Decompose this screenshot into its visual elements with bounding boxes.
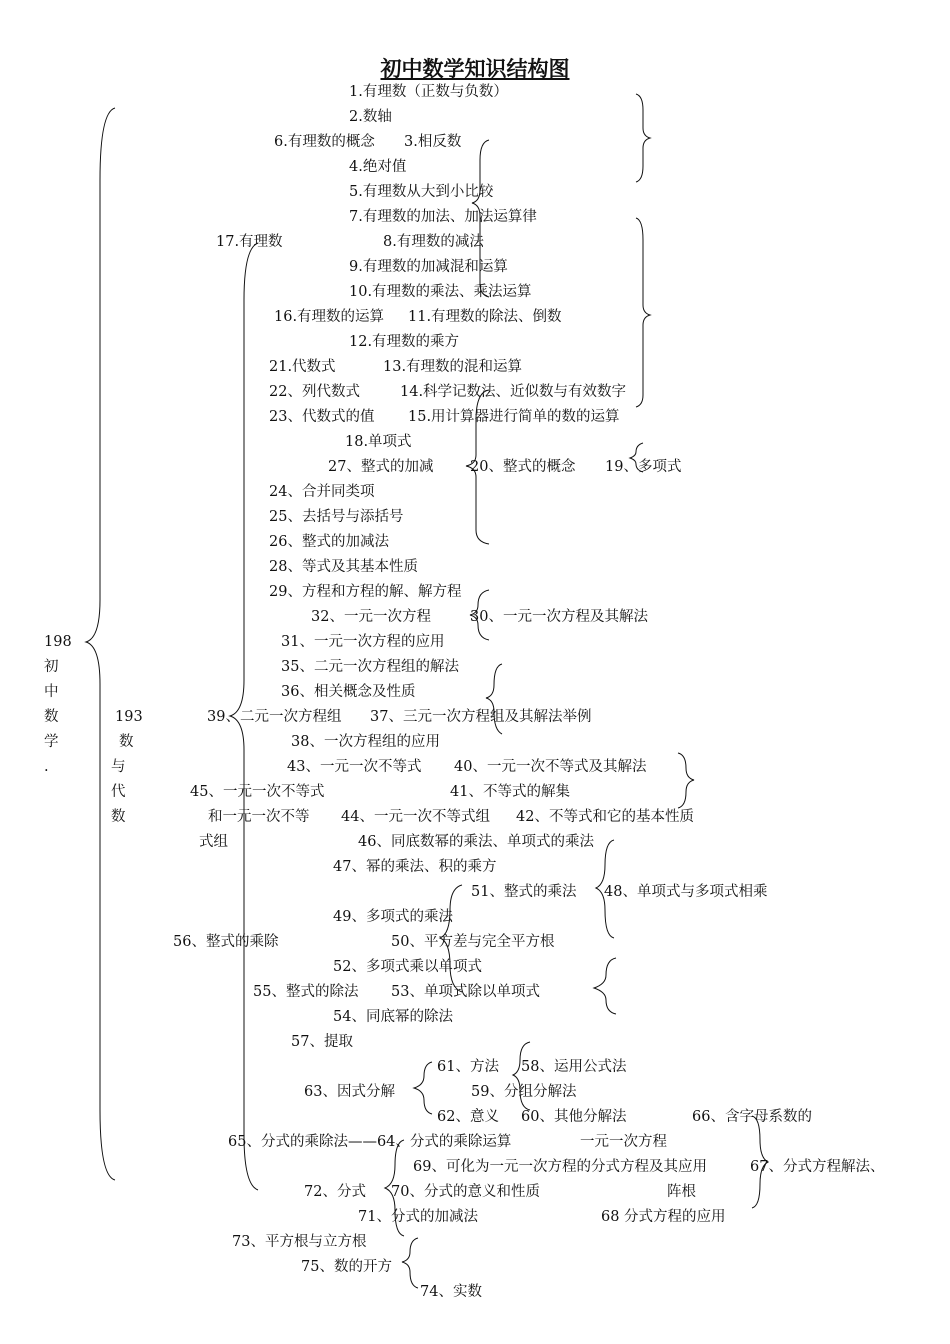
inequality-brace (678, 753, 694, 808)
text-line: 44、一元一次不等式组 (341, 809, 490, 825)
text-line: 30、一元一次方程及其解法 (470, 609, 648, 625)
text-line: 46、同底数幂的乘法、单项式的乘法 (358, 834, 594, 850)
text-line: 57、提取 (291, 1034, 353, 1050)
text-line: 一元一次方程 (580, 1134, 667, 1150)
text-line: 26、整式的加减法 (269, 534, 389, 550)
text-line: 40、一元一次不等式及其解法 (454, 759, 647, 775)
text-line: 24、合并同类项 (269, 484, 375, 500)
vertical-label-inner: 数 (119, 734, 134, 750)
text-line: 42、不等式和它的基本性质 (516, 809, 694, 825)
text-line: 66、含字母系数的 (692, 1109, 812, 1125)
factor-brace (414, 1062, 432, 1114)
text-line: 32、一元一次方程 (311, 609, 431, 625)
text-line: 27、整式的加减 (328, 459, 434, 475)
text-line: 11.有理数的除法、倒数 (408, 309, 562, 325)
text-line: 6.有理数的概念 (274, 134, 375, 150)
text-line: 63、因式分解 (304, 1084, 395, 1100)
text-line: 73、平方根与立方根 (232, 1234, 367, 1250)
text-line: 48、单项式与多项式相乘 (604, 884, 768, 900)
text-line: 3.相反数 (404, 134, 462, 150)
vertical-label-left: 中 (44, 684, 59, 700)
vertical-label-inner: 数 (111, 809, 126, 825)
text-line: 61、方法 (437, 1059, 499, 1075)
text-line: 7.有理数的加法、加法运算律 (349, 209, 537, 225)
text-line: 59、分组分解法 (471, 1084, 577, 1100)
text-line: 41、不等式的解集 (450, 784, 570, 800)
text-line: 54、同底幂的除法 (333, 1009, 453, 1025)
text-line: 29、方程和方程的解、解方程 (269, 584, 462, 600)
text-line: 69、可化为一元一次方程的分式方程及其应用 (413, 1159, 707, 1175)
text-line: 74、实数 (420, 1284, 482, 1300)
text-line: 17.有理数 (216, 234, 283, 250)
vertical-label-inner: 与 (111, 759, 126, 775)
text-line: 9.有理数的加减混和运算 (349, 259, 508, 275)
vertical-label-left: 198 (44, 634, 72, 650)
text-line: 16.有理数的运算 (274, 309, 385, 325)
text-line: 68 分式方程的应用 (601, 1209, 726, 1225)
text-line: 50、平方差与完全平方根 (391, 934, 555, 950)
text-line: 25、去括号与添括号 (269, 509, 404, 525)
vertical-label-inner: 193 (115, 709, 143, 725)
text-line: 47、幂的乘法、积的乘方 (333, 859, 497, 875)
division-brace (594, 958, 616, 1014)
vertical-label-left: . (44, 759, 49, 775)
outer-brace (86, 108, 115, 1180)
text-line: 5.有理数从大到小比较 (349, 184, 494, 200)
text-line: 31、一元一次方程的应用 (281, 634, 445, 650)
text-line: 22、列代数式 (269, 384, 360, 400)
vertical-label-inner: 代 (111, 784, 126, 800)
text-line: 75、数的开方 (301, 1259, 392, 1275)
text-line: 38、一次方程组的应用 (291, 734, 440, 750)
text-line: 56、整式的乘除 (173, 934, 279, 950)
text-line: 23、代数式的值 (269, 409, 375, 425)
text-line: 12.有理数的乘方 (349, 334, 460, 350)
right-brace-ops (636, 218, 650, 407)
text-line: 14.科学记数法、近似数与有效数字 (400, 384, 627, 400)
text-line: 阵根 (667, 1184, 696, 1200)
text-line: 4.绝对值 (349, 159, 407, 175)
page-title: 初中数学知识结构图 (380, 56, 570, 81)
vertical-label-left: 学 (44, 734, 59, 750)
text-line: 式组 (199, 834, 228, 850)
vertical-label-left: 数 (44, 709, 59, 725)
text-line: 71、分式的加减法 (358, 1209, 478, 1225)
text-line: 45、一元一次不等式 (190, 784, 325, 800)
text-line: 10.有理数的乘法、乘法运算 (349, 284, 532, 300)
text-line: 35、二元一次方程组的解法 (281, 659, 459, 675)
text-line: 13.有理数的混和运算 (383, 359, 523, 375)
right-brace-top (636, 94, 650, 182)
vertical-label-left: 初 (44, 659, 59, 675)
text-line: 65、分式的乘除法——64、分式的乘除运算 (228, 1134, 512, 1150)
text-line: 37、三元一次方程组及其解法举例 (370, 709, 592, 725)
text-line: 21.代数式 (269, 359, 336, 375)
root-brace (402, 1238, 418, 1288)
text-line: 19、多项式 (605, 459, 682, 475)
text-line: 58、运用公式法 (521, 1059, 627, 1075)
text-line: 8.有理数的减法 (383, 234, 484, 250)
text-line: 28、等式及其基本性质 (269, 559, 418, 575)
text-line: 15.用计算器进行简单的数的运算 (408, 409, 620, 425)
text-line: 2.数轴 (349, 109, 392, 125)
text-line: 52、多项式乘以单项式 (333, 959, 482, 975)
text-line: 53、单项式除以单项式 (391, 984, 540, 1000)
text-line: 20、整式的概念 (470, 459, 576, 475)
text-line: 39、二元一次方程组 (207, 709, 342, 725)
text-line: 36、相关概念及性质 (281, 684, 416, 700)
text-line: 和一元一次不等 (208, 809, 310, 825)
text-line: 70、分式的意义和性质 (391, 1184, 540, 1200)
text-line: 18.单项式 (345, 434, 412, 450)
text-line: 49、多项式的乘法 (333, 909, 453, 925)
text-line: 62、意义 (437, 1109, 499, 1125)
text-line: 72、分式 (304, 1184, 366, 1200)
text-line: 43、一元一次不等式 (287, 759, 422, 775)
text-line: 60、其他分解法 (521, 1109, 627, 1125)
text-line: 51、整式的乘法 (471, 884, 577, 900)
text-line: 55、整式的除法 (253, 984, 359, 1000)
text-line: 1.有理数（正数与负数） (349, 84, 508, 100)
text-line: 67、分式方程解法、 (750, 1159, 885, 1175)
